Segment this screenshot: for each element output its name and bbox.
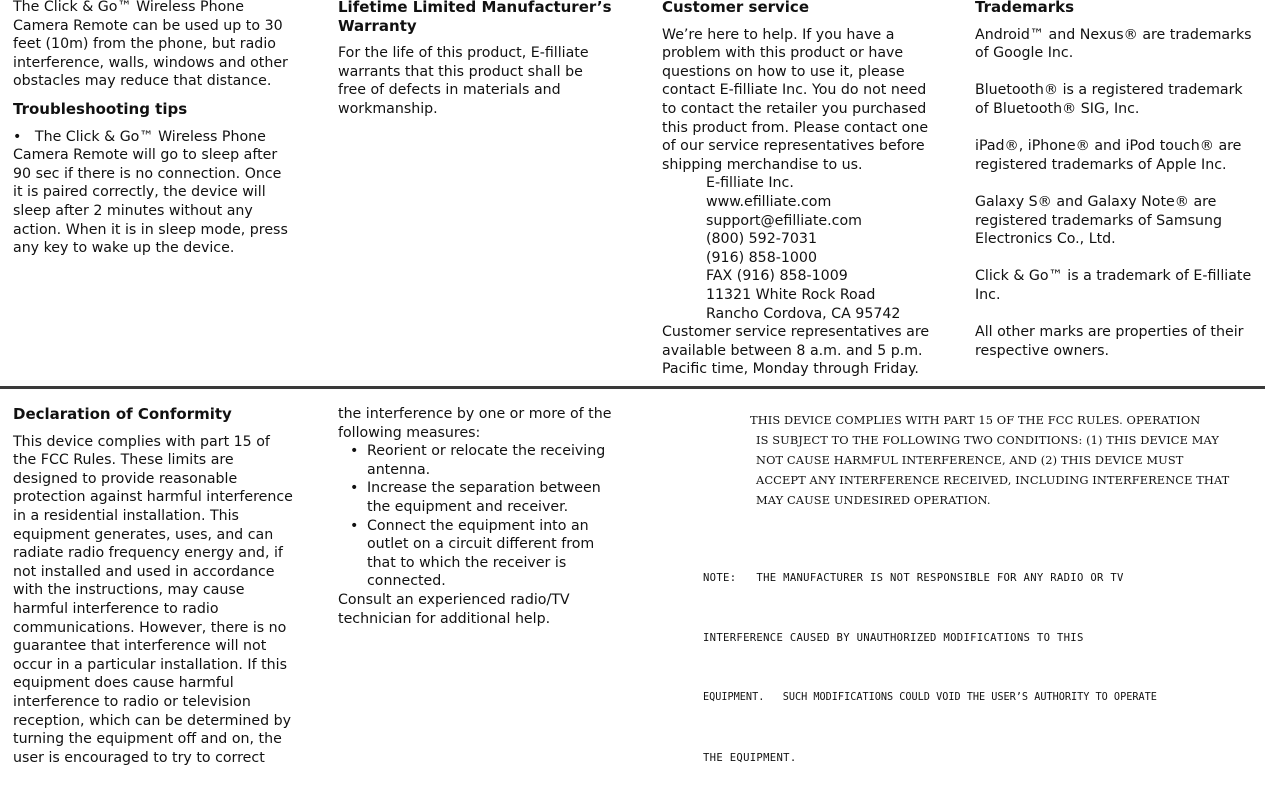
range-paragraph: The Click & Go™ Wireless Phone Camera Remote can be used up to 30 feet (10m) from the phone, but radio interference, walls, windows and other obstacles may reduce that distance. xyxy=(13,0,288,90)
measure-item: • Connect the equipment into an outlet on a circuit different from that to which the receiver is connected. xyxy=(338,517,618,591)
fcc-line: THIS DEVICE COMPLIES WITH PART 15 OF THE FCC RULES. OPERATION xyxy=(750,413,1201,427)
note-line: EQUIPMENT. SUCH MODIFICATIONS COULD VOID THE USER’S AUTHORITY TO OPERATE xyxy=(703,692,1157,703)
contact-street: 11321 White Rock Road xyxy=(706,286,876,303)
customer-service-column xyxy=(662,0,940,379)
trademark-item: Galaxy S® and Galaxy Note® are registered trademarks of Samsung Electronics Co., Ltd. xyxy=(975,193,1223,248)
trademark-item: Android™ and Nexus® are trademarks of Google Inc. xyxy=(975,26,1252,62)
fcc-line: ACCEPT ANY INTERFERENCE RECEIVED, INCLUDING INTERFERENCE THAT xyxy=(756,473,1230,487)
fcc-note xyxy=(703,528,1258,788)
customer-service-hours: Customer service representatives are available between 8 a.m. and 5 p.m. Pacific time, Monday through Friday. xyxy=(662,324,930,378)
measure-item: • Reorient or relocate the receiving antenna. xyxy=(338,442,618,479)
troubleshooting-heading: Troubleshooting tips xyxy=(13,99,188,118)
section-divider xyxy=(0,386,1265,389)
measures-column xyxy=(338,405,618,628)
contact-fax: FAX (916) 858-1009 xyxy=(706,268,848,285)
measures-outro: Consult an experienced radio/TV technician for additional help. xyxy=(338,591,570,627)
troubleshooting-tip-text: The Click & Go™ Wireless Phone Camera Remote will go to sleep after 90 sec if there is no connection. Once it is paired correctly, the device will sleep after 2 minutes without any action. When it is in sleep mode, press any key to wake up the device. xyxy=(13,128,288,257)
range-column xyxy=(13,0,293,258)
measure-item: • Increase the separation between the equipment and receiver. xyxy=(338,479,618,516)
contact-phone: (916) 858-1000 xyxy=(706,249,817,266)
contact-city: Rancho Cordova, CA 95742 xyxy=(706,305,901,322)
note-line: INTERFERENCE CAUSED BY UNAUTHORIZED MODIFICATIONS TO THIS xyxy=(703,632,1084,644)
contact-email: support@efilliate.com xyxy=(706,212,862,229)
trademark-item: Bluetooth® is a registered trademark of Bluetooth® SIG, Inc. xyxy=(975,82,1243,117)
conformity-column xyxy=(13,405,293,767)
conformity-body: This device complies with part 15 of the FCC Rules. These limits are designed to provide reasonable protection against harmful interference in a residential installation. This equipment generates, uses, and can radiate radio frequency energy and, if not installed and used in accordance with the instructions, may cause harmful interference to radio communications. However, there is no guarantee that interference will not occur in a particular installation. If this equipment does cause harmful interference to radio or television reception, which can be determined by turning the equipment off and on, the user is encouraged to try to correct xyxy=(13,433,293,766)
note-line: NOTE: THE MANUFACTURER IS NOT RESPONSIBLE FOR ANY RADIO OR TV xyxy=(703,572,1124,584)
fcc-line: MAY CAUSE UNDESIRED OPERATION. xyxy=(756,493,991,507)
fcc-line: IS SUBJECT TO THE FOLLOWING TWO CONDITIONS: (1) THIS DEVICE MAY xyxy=(756,433,1219,447)
contact-company: E-filliate Inc. xyxy=(706,175,794,192)
trademark-item: All other marks are properties of their respective owners. xyxy=(975,324,1244,359)
warranty-column xyxy=(338,0,613,119)
contact-website: www.efilliate.com xyxy=(706,193,832,210)
trademarks-column xyxy=(975,0,1257,360)
troubleshooting-tip xyxy=(13,128,293,258)
measures-intro: the interference by one or more of the following measures: xyxy=(338,406,612,441)
fcc-statement xyxy=(750,410,1250,510)
customer-service-heading: Customer service xyxy=(662,0,809,16)
measures-list xyxy=(338,442,618,591)
trademarks-heading: Trademarks xyxy=(975,0,1075,16)
trademark-item: iPad®, iPhone® and iPod touch® are registered trademarks of Apple Inc. xyxy=(975,138,1242,173)
trademark-item: Click & Go™ is a trademark of E-filliate Inc. xyxy=(975,268,1252,303)
bullet: • xyxy=(13,128,35,145)
customer-service-intro: We’re here to help. If you have a problem with this product or have questions on how to use it, please contact E-filliate Inc. You do not need to contact the retailer you purchased this product from. Please contact one of our service representatives before shipping merchandise to us. xyxy=(662,26,929,173)
contact-phone-tollfree: (800) 592-7031 xyxy=(706,231,817,248)
fcc-line: NOT CAUSE HARMFUL INTERFERENCE, AND (2) THIS DEVICE MUST xyxy=(756,453,1184,467)
warranty-body: For the life of this product, E-filliate warrants that this product shall be free of defects in materials and workmanship. xyxy=(338,45,589,117)
conformity-heading: Declaration of Conformity xyxy=(13,405,232,423)
contact-block xyxy=(662,174,940,323)
warranty-heading: Lifetime Limited Manufacturer’s Warranty xyxy=(338,0,612,35)
note-line: THE EQUIPMENT. xyxy=(703,752,797,764)
